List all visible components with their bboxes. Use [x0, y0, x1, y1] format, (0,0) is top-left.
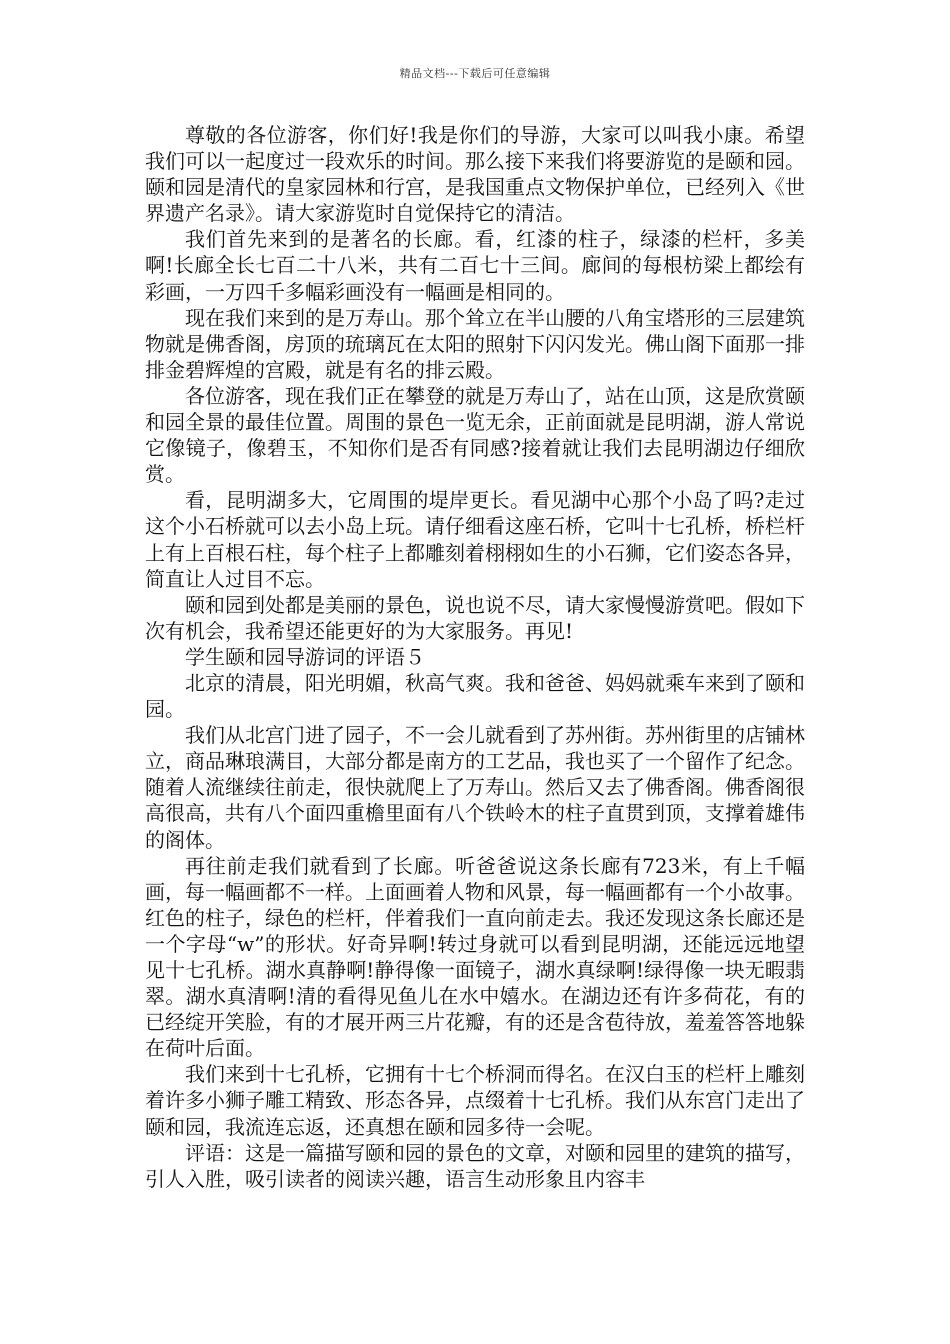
paragraph: 北京的清晨，阳光明媚，秋高气爽。我和爸爸、妈妈就乘车来到了颐和园。: [145, 670, 805, 722]
paragraph: 我们从北宫门进了园子，不一会儿就看到了苏州街。苏州街里的店铺林立，商品琳琅满目，大部分都是南方的工艺品，我也买了一个留作了纪念。随着人流继续往前走，很快就爬上了万寿山。然后又去了佛香阁。佛香阁很高很高，共有八个面四重檐里面有八个铁岭木的柱子直贯到顶，支撑着雄伟的阁体。: [145, 723, 805, 852]
paragraph: 各位游客，现在我们正在攀登的就是万寿山了，站在山顶，这是欣赏颐和园全景的最佳位置。周围的景色一览无余，正前面就是昆明湖，游人常说它像镜子，像碧玉，不知你们是否有同感?接着就让我们去昆明湖边仔细欣赏。: [145, 383, 805, 487]
paragraph: 看，昆明湖多大，它周围的堤岸更长。看见湖中心那个小岛了吗?走过这个小石桥就可以去小岛上玩。请仔细看这座石桥，它叫十七孔桥，桥栏杆上有上百根石柱，每个柱子上都雕刻着栩栩如生的小石狮，它们姿态各异，简直让人过目不忘。: [145, 488, 805, 591]
document-body: [145, 122, 805, 1192]
page-header: 精品文档---下载后可任意编辑: [399, 67, 551, 80]
paragraph: 再往前走我们就看到了长廊。听爸爸说这条长廊有723米，有上千幅画，每一幅画都不一样。上面画着人物和风景，每一幅画都有一个小故事。红色的柱子，绿色的栏杆，伴着我们一直向前走去。我还发现这条长廊还是一个字母“w”的形状。好奇异啊!转过身就可以看到昆明湖，还能远远地望见十七孔桥。湖水真静啊!静得像一面镜子，湖水真绿啊!绿得像一块无暇翡翠。湖水真清啊!清的看得见鱼儿在水中嬉水。在湖边还有许多荷花，有的已经绽开笑脸，有的才展开两三片花瓣，有的还是含苞待放，羞羞答答地躲在荷叶后面。: [145, 853, 805, 1061]
section-title: 学生颐和园导游词的评语５: [185, 644, 425, 669]
paragraph: 我们来到十七孔桥，它拥有十七个桥洞而得名。在汉白玉的栏杆上雕刻着许多小狮子雕工精致、形态各异，点缀着十七孔桥。我们从东宫门走出了颐和园，我流连忘返，还真想在颐和园多待一会呢。: [145, 1062, 805, 1139]
paragraph: 我们首先来到的是著名的长廊。看，红漆的柱子，绿漆的栏杆，多美啊!长廊全长七百二十八米，共有二百七十三间。廊间的每根枋梁上都绘有彩画，一万四千多幅彩画没有一幅画是相同的。: [145, 227, 805, 304]
paragraph: 现在我们来到的是万寿山。那个耸立在半山腰的八角宝塔形的三层建筑物就是佛香阁，房顶的琉璃瓦在太阳的照射下闪闪发光。佛山阁下面那一排排金碧辉煌的宫殿，就是有名的排云殿。: [145, 305, 805, 382]
paragraph: 颐和园到处都是美丽的景色，说也说不尽，请大家慢慢游赏吧。假如下次有机会，我希望还能更好的为大家服务。再见!: [145, 592, 805, 643]
paragraph: 评语：这是一篇描写颐和园的景色的文章，对颐和园里的建筑的描写，引人入胜，吸引读者的阅读兴趣，语言生动形象且内容丰: [145, 1140, 805, 1191]
paragraph: 尊敬的各位游客，你们好!我是你们的导游，大家可以叫我小康。希望我们可以一起度过一段欢乐的时间。那么接下来我们将要游览的是颐和园。颐和园是清代的皇家园林和行宫，是我国重点文物保护单位，已经列入《世界遗产名录》。请大家游览时自觉保持它的清洁。: [145, 123, 805, 226]
